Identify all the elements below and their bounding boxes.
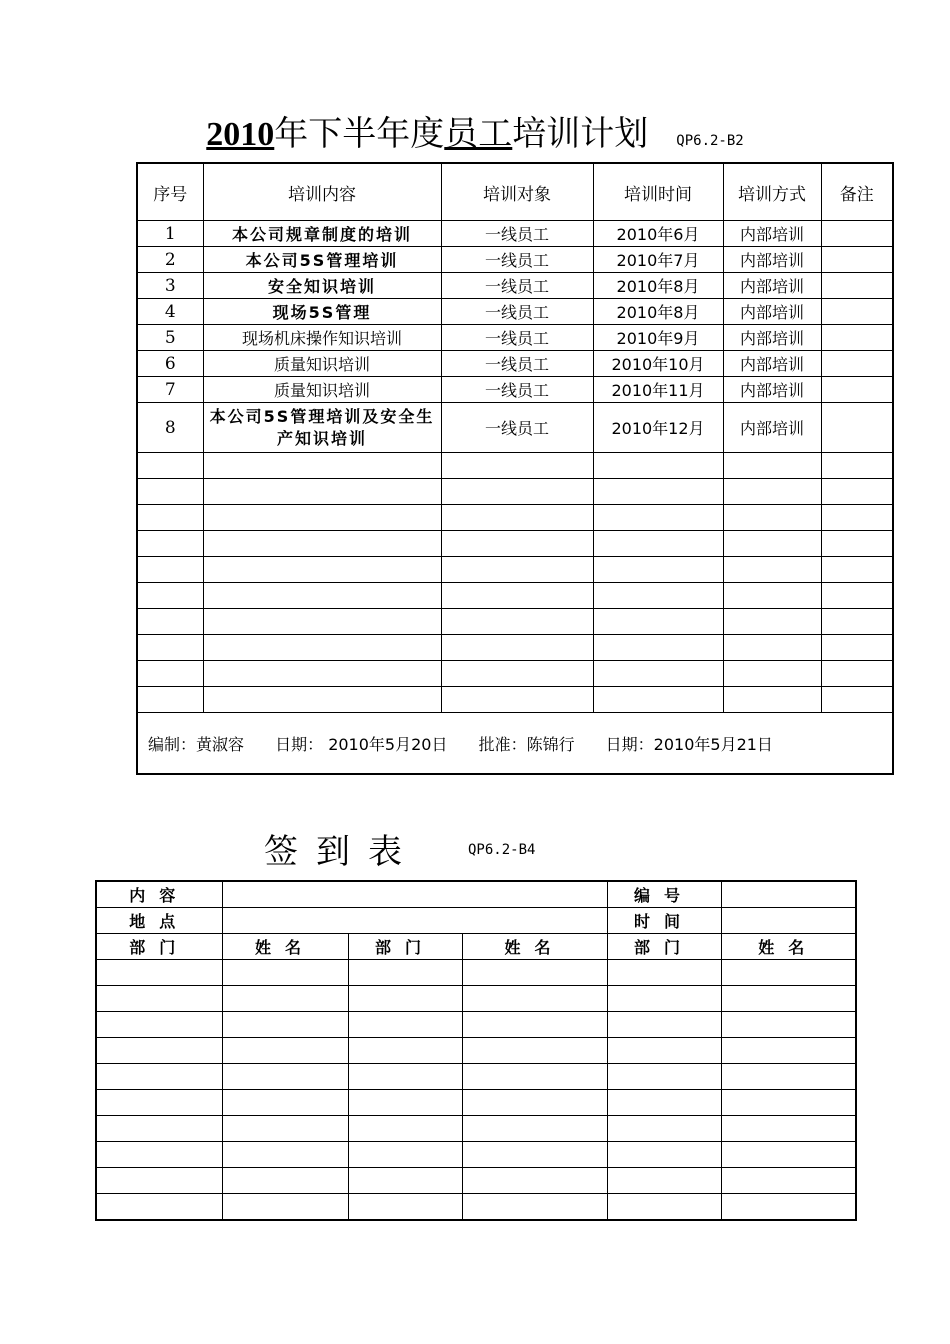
- row-content: 质量知识培训: [203, 351, 441, 377]
- row-time: 2010年7月: [593, 247, 723, 273]
- sign-empty-row: [96, 1090, 856, 1116]
- empty-row: [137, 609, 893, 635]
- row-no: 7: [137, 377, 203, 403]
- row-target: 一线员工: [441, 351, 593, 377]
- row-time: 2010年8月: [593, 273, 723, 299]
- sign-in-form-code: QP6.2-B4: [468, 842, 536, 858]
- row-time: 2010年9月: [593, 325, 723, 351]
- dept-header: 部门: [607, 934, 721, 960]
- row-no: 8: [137, 403, 203, 453]
- row-target: 一线员工: [441, 325, 593, 351]
- header-method: 培训方式: [723, 163, 821, 221]
- row-target: 一线员工: [441, 221, 593, 247]
- plan-title-part-b: 员工: [444, 114, 513, 154]
- sign-empty-row: [96, 986, 856, 1012]
- row-time: 2010年10月: [593, 351, 723, 377]
- empty-row: [137, 687, 893, 713]
- header-note: 备注: [821, 163, 893, 221]
- plan-title-part-a: 年下半年度: [274, 114, 445, 154]
- row-method: 内部培训: [723, 247, 821, 273]
- plan-title: [0, 106, 950, 155]
- plan-footer: [137, 713, 893, 775]
- content-value: [222, 881, 607, 908]
- sign-in-title: 签到表: [264, 832, 420, 872]
- empty-row: [137, 635, 893, 661]
- table-row: [137, 247, 893, 273]
- sign-empty-row: [96, 1168, 856, 1194]
- row-target: 一线员工: [441, 273, 593, 299]
- row-content: 本公司规章制度的培训: [203, 221, 441, 247]
- footer-date-1: 日期： 2010年5月20日: [275, 734, 448, 754]
- row-no: 1: [137, 221, 203, 247]
- row-no: 6: [137, 351, 203, 377]
- header-content: 培训内容: [203, 163, 441, 221]
- row-target: 一线员工: [441, 377, 593, 403]
- table-row: [137, 273, 893, 299]
- plan-title-part-c: 培训计划: [512, 114, 649, 154]
- time-value: [721, 908, 856, 934]
- row-method: 内部培训: [723, 403, 821, 453]
- row-content: 现场机床操作知识培训: [203, 325, 441, 351]
- row-time: 2010年8月: [593, 299, 723, 325]
- row-note: [821, 247, 893, 273]
- row-note: [821, 273, 893, 299]
- empty-row: [137, 505, 893, 531]
- row-target: 一线员工: [441, 247, 593, 273]
- row-note: [821, 325, 893, 351]
- row-no: 2: [137, 247, 203, 273]
- number-label: 编号: [607, 881, 721, 908]
- row-note: [821, 377, 893, 403]
- row-content: 本公司5S管理培训及安全生产知识培训: [203, 403, 441, 453]
- header-no: 序号: [137, 163, 203, 221]
- table-row: [137, 403, 893, 453]
- row-time: 2010年6月: [593, 221, 723, 247]
- footer-editor: 编制：黄淑容: [148, 734, 245, 754]
- sign-empty-row: [96, 1064, 856, 1090]
- sign-empty-row: [96, 1194, 856, 1221]
- empty-row: [137, 453, 893, 479]
- place-value: [222, 908, 607, 934]
- sign-empty-row: [96, 1038, 856, 1064]
- table-row: [137, 351, 893, 377]
- row-no: 4: [137, 299, 203, 325]
- row-method: 内部培训: [723, 351, 821, 377]
- row-method: 内部培训: [723, 377, 821, 403]
- row-target: 一线员工: [441, 299, 593, 325]
- sign-row-place: [96, 908, 856, 934]
- empty-row: [137, 557, 893, 583]
- training-plan-table: [136, 162, 894, 775]
- table-row: [137, 377, 893, 403]
- row-method: 内部培训: [723, 299, 821, 325]
- row-no: 5: [137, 325, 203, 351]
- row-note: [821, 221, 893, 247]
- name-header: 姓名: [721, 934, 856, 960]
- empty-row: [137, 479, 893, 505]
- row-method: 内部培训: [723, 325, 821, 351]
- header-time: 培训时间: [593, 163, 723, 221]
- row-no: 3: [137, 273, 203, 299]
- place-label: 地点: [96, 908, 222, 934]
- table-row: [137, 221, 893, 247]
- row-note: [821, 299, 893, 325]
- empty-row: [137, 583, 893, 609]
- header-target: 培训对象: [441, 163, 593, 221]
- sign-in-table: [95, 880, 857, 1221]
- plan-header-row: [137, 163, 893, 221]
- row-content: 质量知识培训: [203, 377, 441, 403]
- row-time: 2010年11月: [593, 377, 723, 403]
- row-method: 内部培训: [723, 273, 821, 299]
- plan-footer-row: [137, 713, 893, 775]
- empty-row: [137, 531, 893, 557]
- sign-empty-row: [96, 1116, 856, 1142]
- sign-empty-row: [96, 1012, 856, 1038]
- row-content: 现场5S管理: [203, 299, 441, 325]
- sign-header-row: [96, 934, 856, 960]
- time-label: 时间: [607, 908, 721, 934]
- name-header: 姓名: [462, 934, 607, 960]
- dept-header: 部门: [96, 934, 222, 960]
- dept-header: 部门: [348, 934, 462, 960]
- table-row: [137, 325, 893, 351]
- content-label: 内容: [96, 881, 222, 908]
- table-row: [137, 299, 893, 325]
- plan-form-code: QP6.2-B2: [676, 133, 744, 149]
- row-content: 安全知识培训: [203, 273, 441, 299]
- row-method: 内部培训: [723, 221, 821, 247]
- empty-row: [137, 661, 893, 687]
- sign-empty-row: [96, 1142, 856, 1168]
- row-target: 一线员工: [441, 403, 593, 453]
- name-header: 姓名: [222, 934, 348, 960]
- footer-date-2: 日期：2010年5月21日: [605, 734, 773, 754]
- footer-approver: 批准：陈锦行: [478, 734, 575, 754]
- sign-empty-row: [96, 960, 856, 986]
- number-value: [721, 881, 856, 908]
- row-content: 本公司5S管理培训: [203, 247, 441, 273]
- sign-row-content: [96, 881, 856, 908]
- row-note: [821, 351, 893, 377]
- row-note: [821, 403, 893, 453]
- plan-title-year: 2010: [206, 116, 275, 153]
- row-time: 2010年12月: [593, 403, 723, 453]
